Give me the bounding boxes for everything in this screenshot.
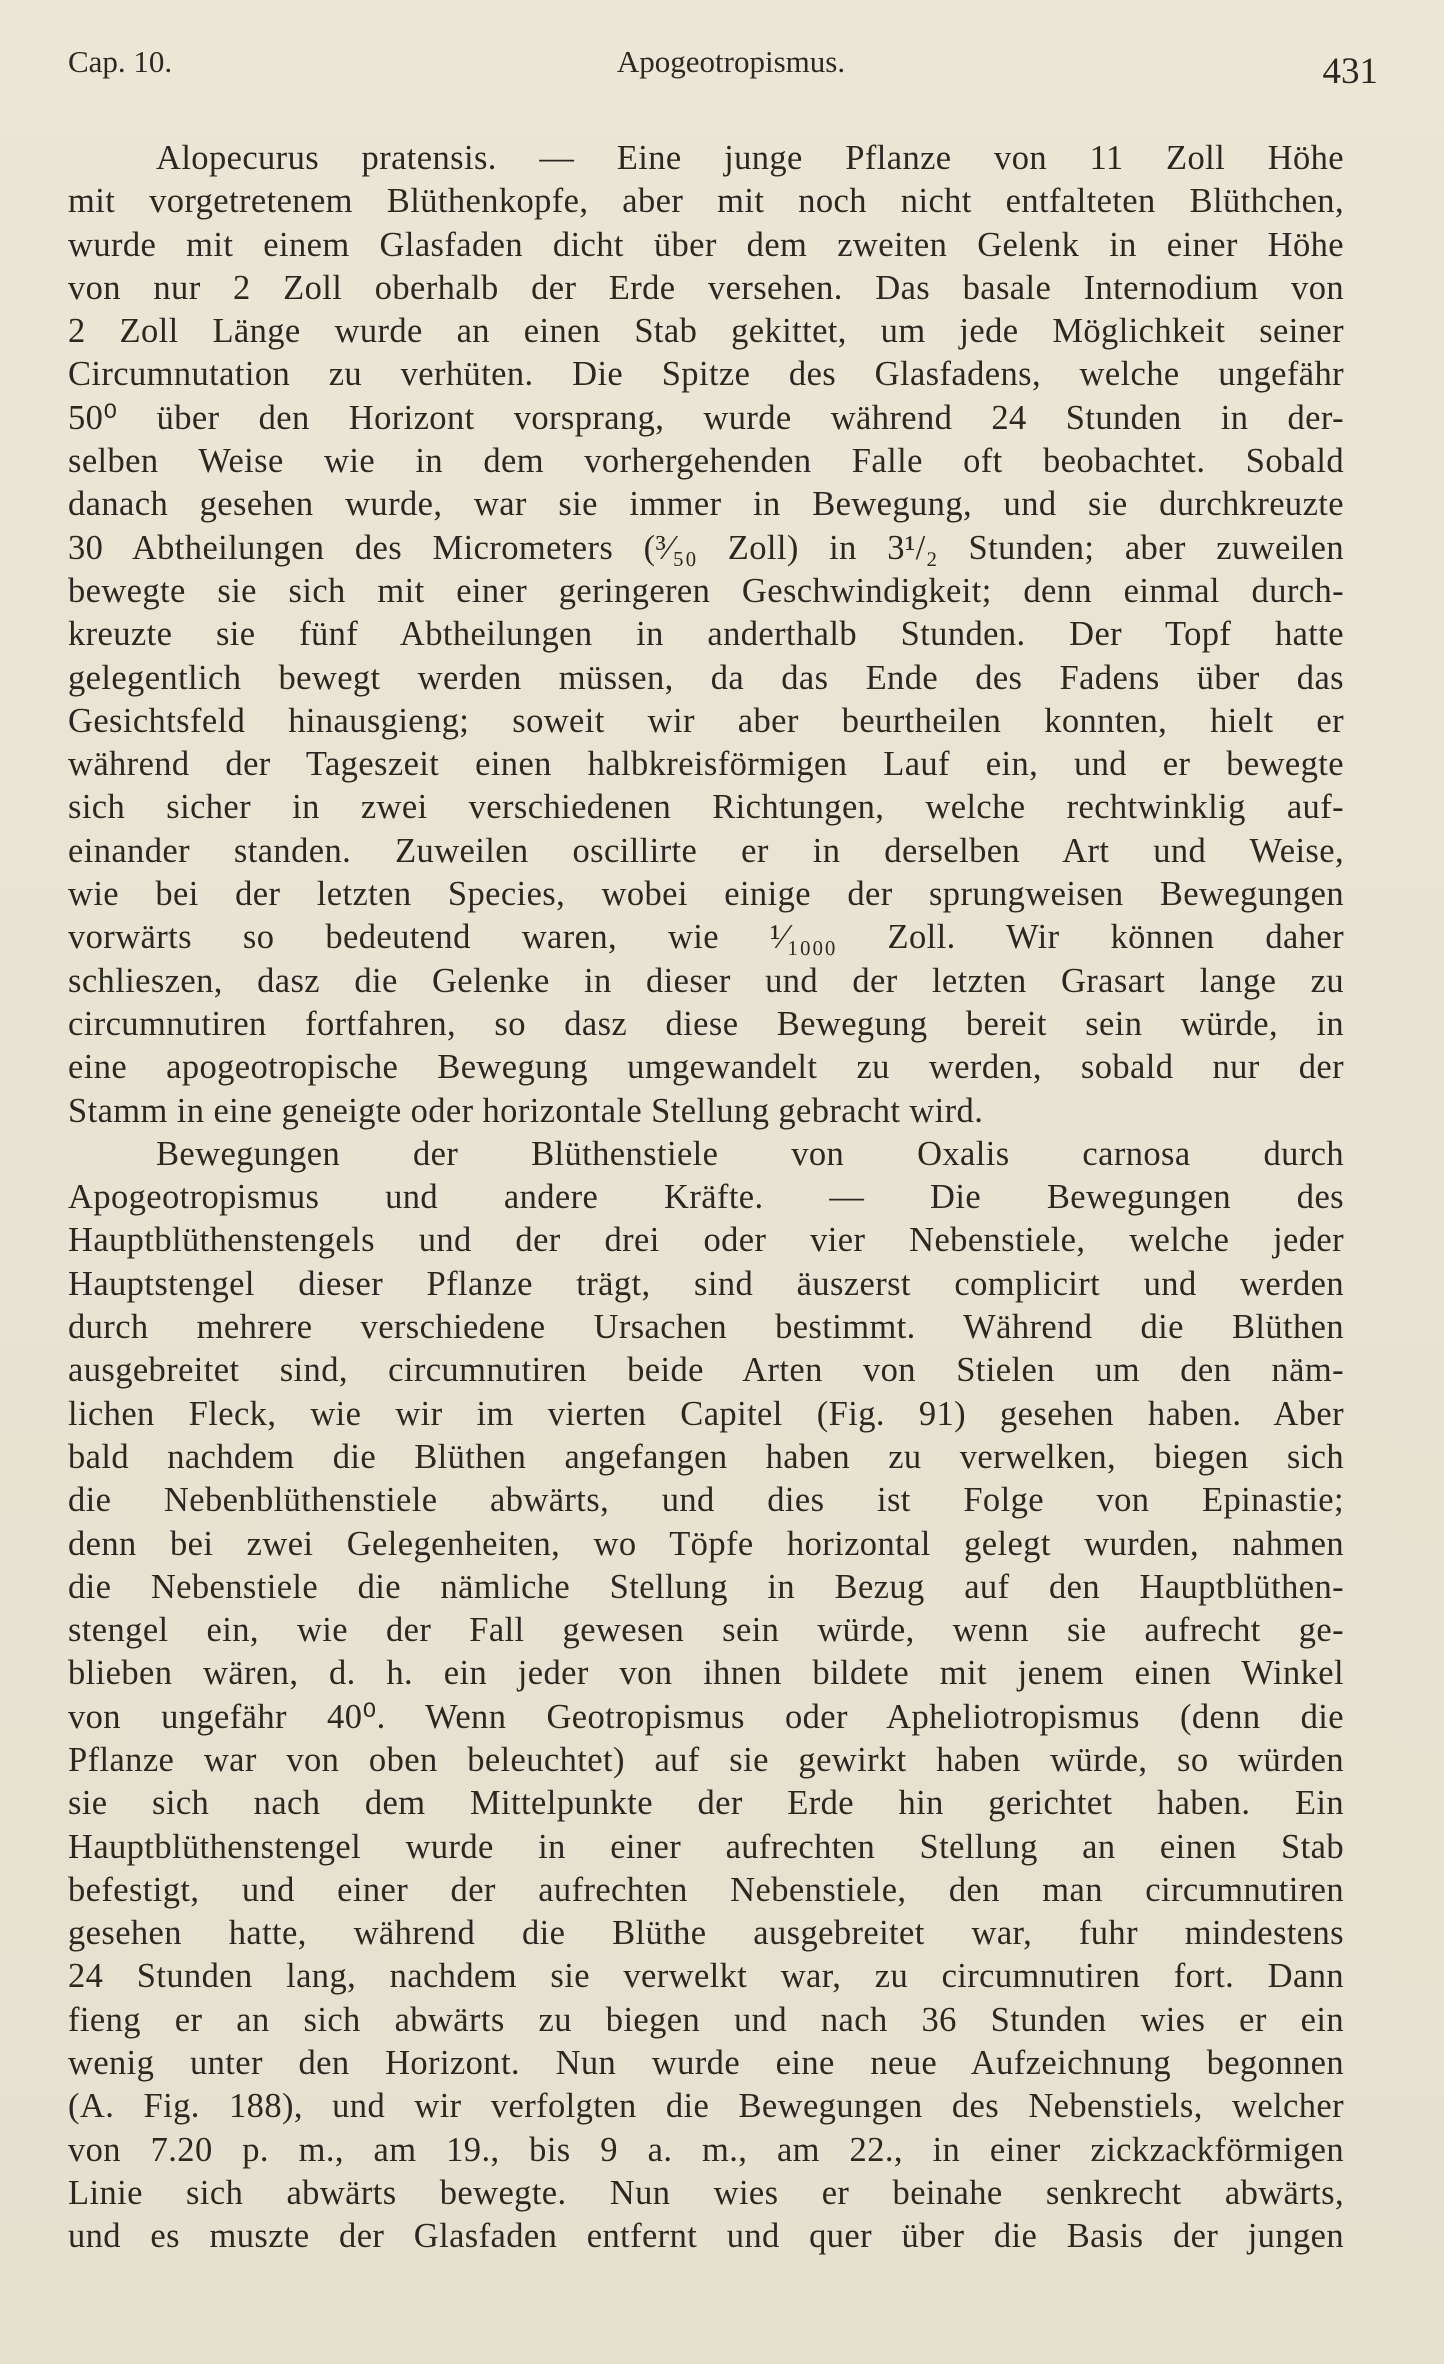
text-line: von ungefähr 40⁰. Wenn Geotropismus oder Apheliotropismus (denn die	[68, 1697, 1344, 1736]
text-line: wenig unter den Horizont. Nun wurde eine neue Aufzeichnung begonnen	[68, 2044, 1344, 2083]
text-line: einander standen. Zuweilen oscillirte er in derselben Art und Weise,	[68, 831, 1344, 870]
text-line: sie sich nach dem Mittelpunkte der Erde hin gerichtet haben. Ein	[68, 1784, 1344, 1823]
text-line: mit vorgetretenem Blüthenkopfe, aber mit noch nicht entfalteten Blüthchen,	[68, 182, 1344, 221]
text-line: stengel ein, wie der Fall gewesen sein würde, wenn sie aufrecht ge-	[68, 1611, 1344, 1650]
text-line: fieng er an sich abwärts zu biegen und nach 36 Stunden wies er ein	[68, 2000, 1344, 2039]
text-line: Circumnutation zu verhüten. Die Spitze des Glasfadens, welche ungefähr	[68, 355, 1344, 394]
text-line: ausgebreitet sind, circumnutiren beide Arten von Stielen um den näm-	[68, 1351, 1344, 1390]
text-line: Hauptblüthenstengel wurde in einer aufrechten Stellung an einen Stab	[68, 1827, 1344, 1866]
text-line: befestigt, und einer der aufrechten Nebenstiele, den man circumnutiren	[68, 1870, 1344, 1909]
body-text	[68, 137, 1344, 2259]
text-line: während der Tageszeit einen halbkreisförmigen Lauf ein, und er bewegte	[68, 745, 1344, 784]
text-line: Hauptblüthenstengels und der drei oder vier Nebenstiele, welche jeder	[68, 1221, 1344, 1260]
text-line: schlieszen, dasz die Gelenke in dieser und der letzten Grasart lange zu	[68, 961, 1344, 1000]
text-line: blieben wären, d. h. ein jeder von ihnen bildete mit jenem einen Winkel	[68, 1654, 1344, 1693]
chapter-label: Cap. 10.	[68, 44, 173, 79]
text-line: 2 Zoll Länge wurde an einen Stab gekittet, um jede Möglichkeit seiner	[68, 312, 1344, 351]
text-line: sich sicher in zwei verschiedenen Richtungen, welche rechtwinklig auf-	[68, 788, 1344, 827]
running-title: Apogeotropismus.	[616, 44, 846, 79]
text-line: kreuzte sie fünf Abtheilungen in anderthalb Stunden. Der Topf hatte	[68, 615, 1344, 654]
text-line: Pflanze war von oben beleuchtet) auf sie gewirkt haben würde, so würden	[68, 1740, 1344, 1779]
text-line: 24 Stunden lang, nachdem sie verwelkt war, zu circumnutiren fort. Dann	[68, 1957, 1344, 1996]
text-line: vorwärts so bedeutend waren, wie ¹⁄₁₀₀₀ Zoll. Wir können daher	[68, 918, 1344, 957]
text-line: selben Weise wie in dem vorhergehenden Falle oft beobachtet. Sobald	[68, 442, 1344, 481]
text-line: Stamm in eine geneigte oder horizontale Stellung gebracht wird.	[68, 1091, 984, 1130]
text-line: Gesichtsfeld hinausgieng; soweit wir aber beurtheilen konnten, hielt er	[68, 701, 1344, 740]
text-line: die Nebenblüthenstiele abwärts, und dies ist Folge von Epinastie;	[68, 1481, 1344, 1520]
text-line: wurde mit einem Glasfaden dicht über dem zweiten Gelenk in einer Höhe	[68, 225, 1344, 264]
section-heading-line: Apogeotropismus und andere Kräfte. — Die Bewegungen des	[68, 1178, 1344, 1217]
text-line: gesehen hatte, während die Blüthe ausgebreitet war, fuhr mindestens	[68, 1914, 1344, 1953]
text-line: wie bei der letzten Species, wobei einige der sprungweisen Bewegungen	[68, 875, 1344, 914]
text-line: (A. Fig. 188), und wir verfolgten die Bewegungen des Nebenstiels, welcher	[68, 2087, 1344, 2126]
text-line: von 7.20 p. m., am 19., bis 9 a. m., am 22., in einer zickzackförmigen	[68, 2130, 1344, 2169]
text-line: danach gesehen wurde, war sie immer in Bewegung, und sie durchkreuzte	[68, 485, 1344, 524]
text-line: 50⁰ über den Horizont vorsprang, wurde während 24 Stunden in der-	[68, 398, 1344, 437]
text-line: lichen Fleck, wie wir im vierten Capitel (Fig. 91) gesehen haben. Aber	[68, 1394, 1344, 1433]
section-heading-line: Bewegungen der Blüthenstiele von Oxalis carnosa durch	[156, 1134, 1344, 1173]
text-line: Linie sich abwärts bewegte. Nun wies er beinahe senkrecht abwärts,	[68, 2173, 1344, 2212]
text-line: denn bei zwei Gelegenheiten, wo Töpfe horizontal gelegt wurden, nahmen	[68, 1524, 1344, 1563]
text-line: gelegentlich bewegt werden müssen, da das Ende des Fadens über das	[68, 658, 1344, 697]
page-number: 431	[1322, 51, 1378, 92]
text-line: die Nebenstiele die nämliche Stellung in Bezug auf den Hauptblüthen-	[68, 1567, 1344, 1606]
running-head	[68, 44, 1378, 92]
text-line: von nur 2 Zoll oberhalb der Erde versehen. Das basale Internodium von	[68, 268, 1344, 307]
text-line: circumnutiren fortfahren, so dasz diese Bewegung bereit sein würde, in	[68, 1004, 1344, 1043]
text-line: und es muszte der Glasfaden entfernt und quer über die Basis der jungen	[68, 2217, 1344, 2256]
text-line: Hauptstengel dieser Pflanze trägt, sind äuszerst complicirt und werden	[68, 1264, 1344, 1303]
text-line: 30 Abtheilungen des Micrometers (³⁄₅₀ Zoll) in 3¹/₂ Stunden; aber zuweilen	[68, 528, 1344, 567]
text-line: bald nachdem die Blüthen angefangen haben zu verwelken, biegen sich	[68, 1437, 1344, 1476]
text-line: Alopecurus pratensis. — Eine junge Pflanze von 11 Zoll Höhe	[156, 139, 1344, 177]
text-line: bewegte sie sich mit einer geringeren Geschwindigkeit; denn einmal durch-	[68, 571, 1344, 610]
text-line: durch mehrere verschiedene Ursachen bestimmt. Während die Blüthen	[68, 1308, 1344, 1347]
text-line: eine apogeotropische Bewegung umgewandelt zu werden, sobald nur der	[68, 1048, 1344, 1087]
